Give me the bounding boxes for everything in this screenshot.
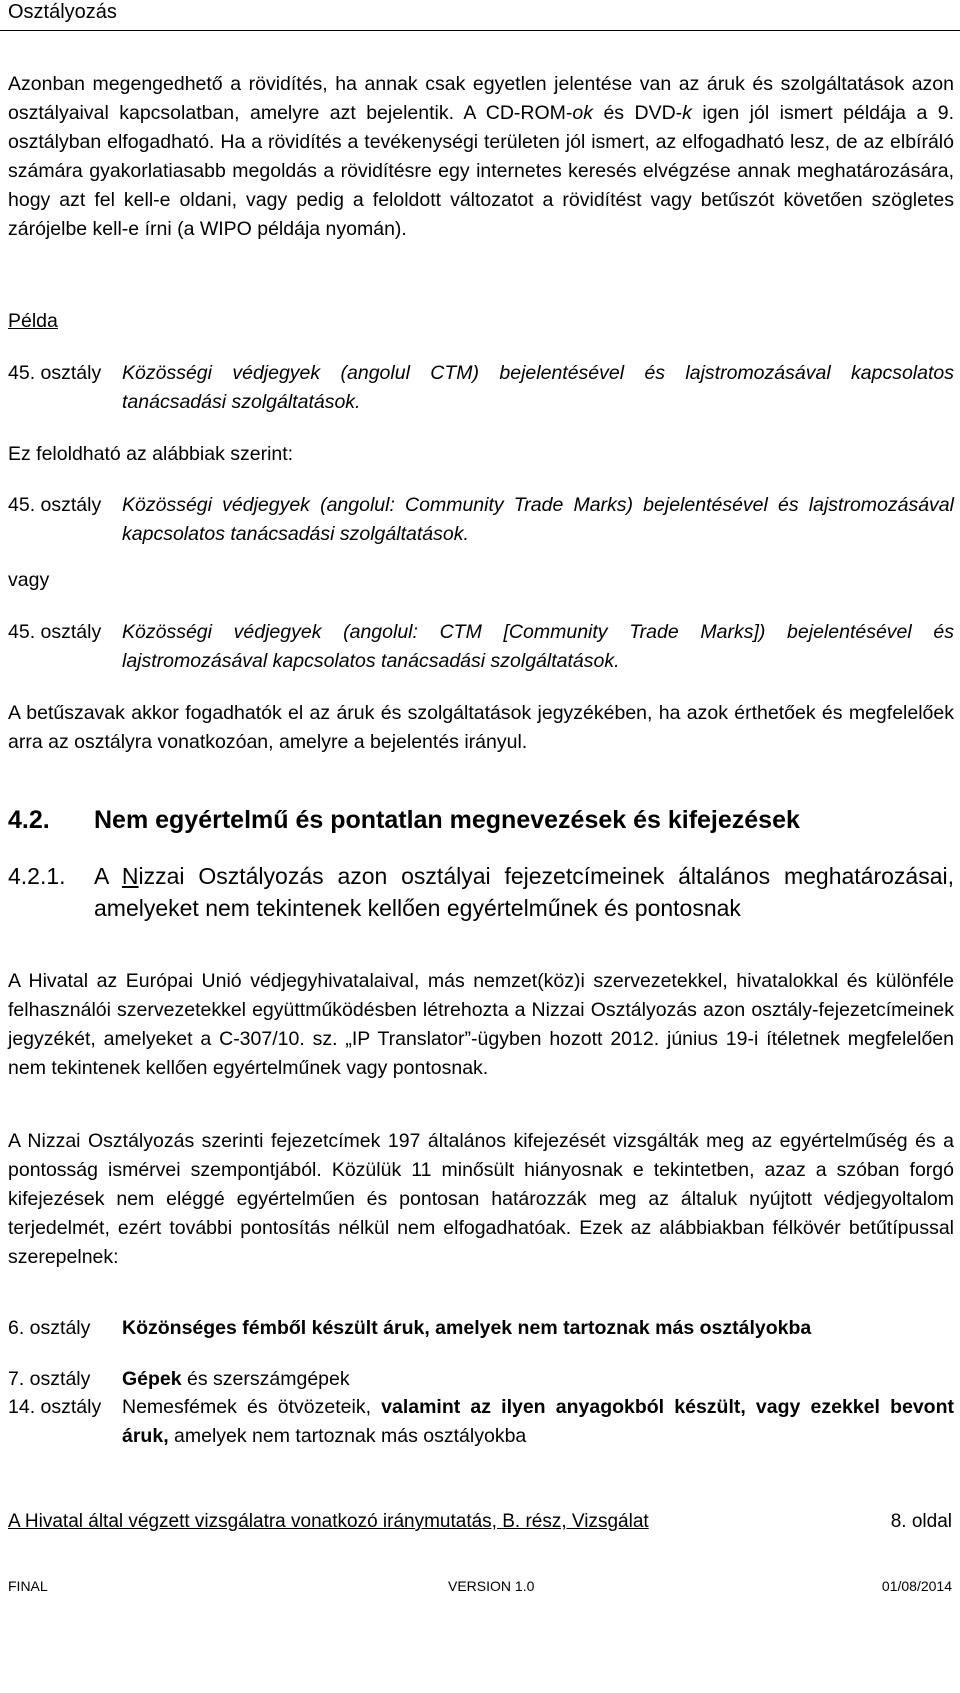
example-class-entry [8,359,954,417]
class-number: 14. osztály [8,1396,102,1418]
footer-meta [8,1577,952,1595]
office-paragraph: A Hivatal az Európai Unió védjegyhivatalaival, más nemzet(köz)i szervezetekkel, hivatalokkal és különféle felhasználói szervezetekkel együttműködésben létrehozta a Nizzai Osztályozás azon osztály-fejezetcímeinek jegyzékét, amelyeket a C-307/10. sz. „IP Translator”-ügyben hozott 2012. június 19-i ítéletnek megfelelően nem tekintenek kellően egyértelműnek vagy pontosnak. [8,970,954,1079]
example-label: Példa [8,310,58,332]
intro-paragraph: Azonban megengedhető a rövidítés, ha annak csak egyetlen jelentése van az áruk és szolgáltatások azon osztályaival kapcsolatban, amelyre azt bejelentik. A CD-ROM-ok és DVD-k igen jól ismert példája a 9. osztályban elfogadható. Ha a rövidítés a tevékenységi területen jól ismert, az elfogadható lesz, de az elbíráló számára gyakorlatiasabb megoldás a rövidítésre egy internetes keresés elvégzése annak meghatározására, hogy azt fel kell-e oldani, vagy pedig a feloldott változatot a rövidítést vagy betűszót követően szögletes zárójelbe kell-e írni (a WIPO példája nyomán). [8,73,954,240]
class-number: 7. osztály [8,1368,91,1390]
footer-status: FINAL [8,1578,48,1594]
subsection-heading [8,860,954,924]
class-description: Közösségi védjegyek (angolul: Community Trade Marks) bejelentésével és lajstromozásával kapcsolatos tanácsadási szolgáltatások. [122,494,954,545]
footer-version: VERSION 1.0 [448,1578,535,1594]
class-list-item [8,1393,954,1451]
class-number: 45. osztály [8,362,102,384]
class-number: 45. osztály [8,621,102,643]
or-text: vagy [8,569,50,591]
section-title: Nem egyértelmű és pontatlan megnevezések és kifejezések [94,806,800,834]
class-list-item [8,1365,954,1394]
page-number: 8. oldal [890,1511,952,1532]
running-header: Osztályozás [8,1,117,23]
class-description: Közösségi védjegyek (angolul: CTM [Community Trade Marks]) bejelentésével és lajstromozásával kapcsolatos tanácsadási szolgáltatások. [122,621,954,672]
headings-paragraph: A Nizzai Osztályozás szerinti fejezetcímek 197 általános kifejezését vizsgálták meg az egyértelműség és a pontosság ismérvei szempontjából. Közülük 11 minősült hiányosnak e tekintetben, azaz a szóban forgó kifejezések nem eléggé egyértelműen és pontosan határozzák meg az általuk nyújtott védjegyoltalom terjedelmét, ezért további pontosítás nélkül nem elfogadhatóak. Ezek az alábbiakban félkövér betűtípussal szerepelnek: [8,1130,954,1268]
class-description: Közösségi védjegyek (angolul CTM) bejelentésével és lajstromozásával kapcsolatos tanácsadási szolgáltatások. [122,362,954,413]
section-number: 4.2. [8,806,50,834]
class-description: Nemesfémek és ötvözeteik, valamint az ilyen anyagokból készült, vagy ezekkel bevont áruk, amelyek nem tartoznak más osztályokba [122,1396,954,1447]
footer-date: 01/08/2014 [881,1578,952,1594]
header-rule [0,30,960,31]
acronym-paragraph: A betűszavak akkor fogadhatók el az áruk és szolgáltatások jegyzékében, ha azok érthetőek és megfelelőek arra az osztályra vonatkozóan, amelyre a bejelentés irányul. [8,702,954,753]
example-class-entry [8,491,954,549]
class-number: 45. osztály [8,494,102,516]
example-class-entry [8,618,954,676]
footer-title: A Hivatal által végzett vizsgálatra vonatkozó iránymutatás, B. rész, Vizsgálat [8,1511,649,1532]
class-description: Közönséges fémből készült áruk, amelyek nem tartoznak más osztályokba [122,1317,812,1339]
class-list-item [8,1314,954,1343]
class-description: Gépek és szerszámgépek [122,1368,350,1390]
resolve-text: Ez feloldható az alábbiak szerint: [8,443,294,465]
footer-title-line [8,1510,952,1534]
subsection-title: A Nizzai Osztályozás azon osztályai fejezetcímeinek általános meghatározásai, amelyeket nem tekintenek kellően egyértelműnek és pontosnak [94,863,954,921]
subsection-number: 4.2.1. [8,863,66,889]
class-number: 6. osztály [8,1317,91,1339]
section-heading [8,804,800,836]
